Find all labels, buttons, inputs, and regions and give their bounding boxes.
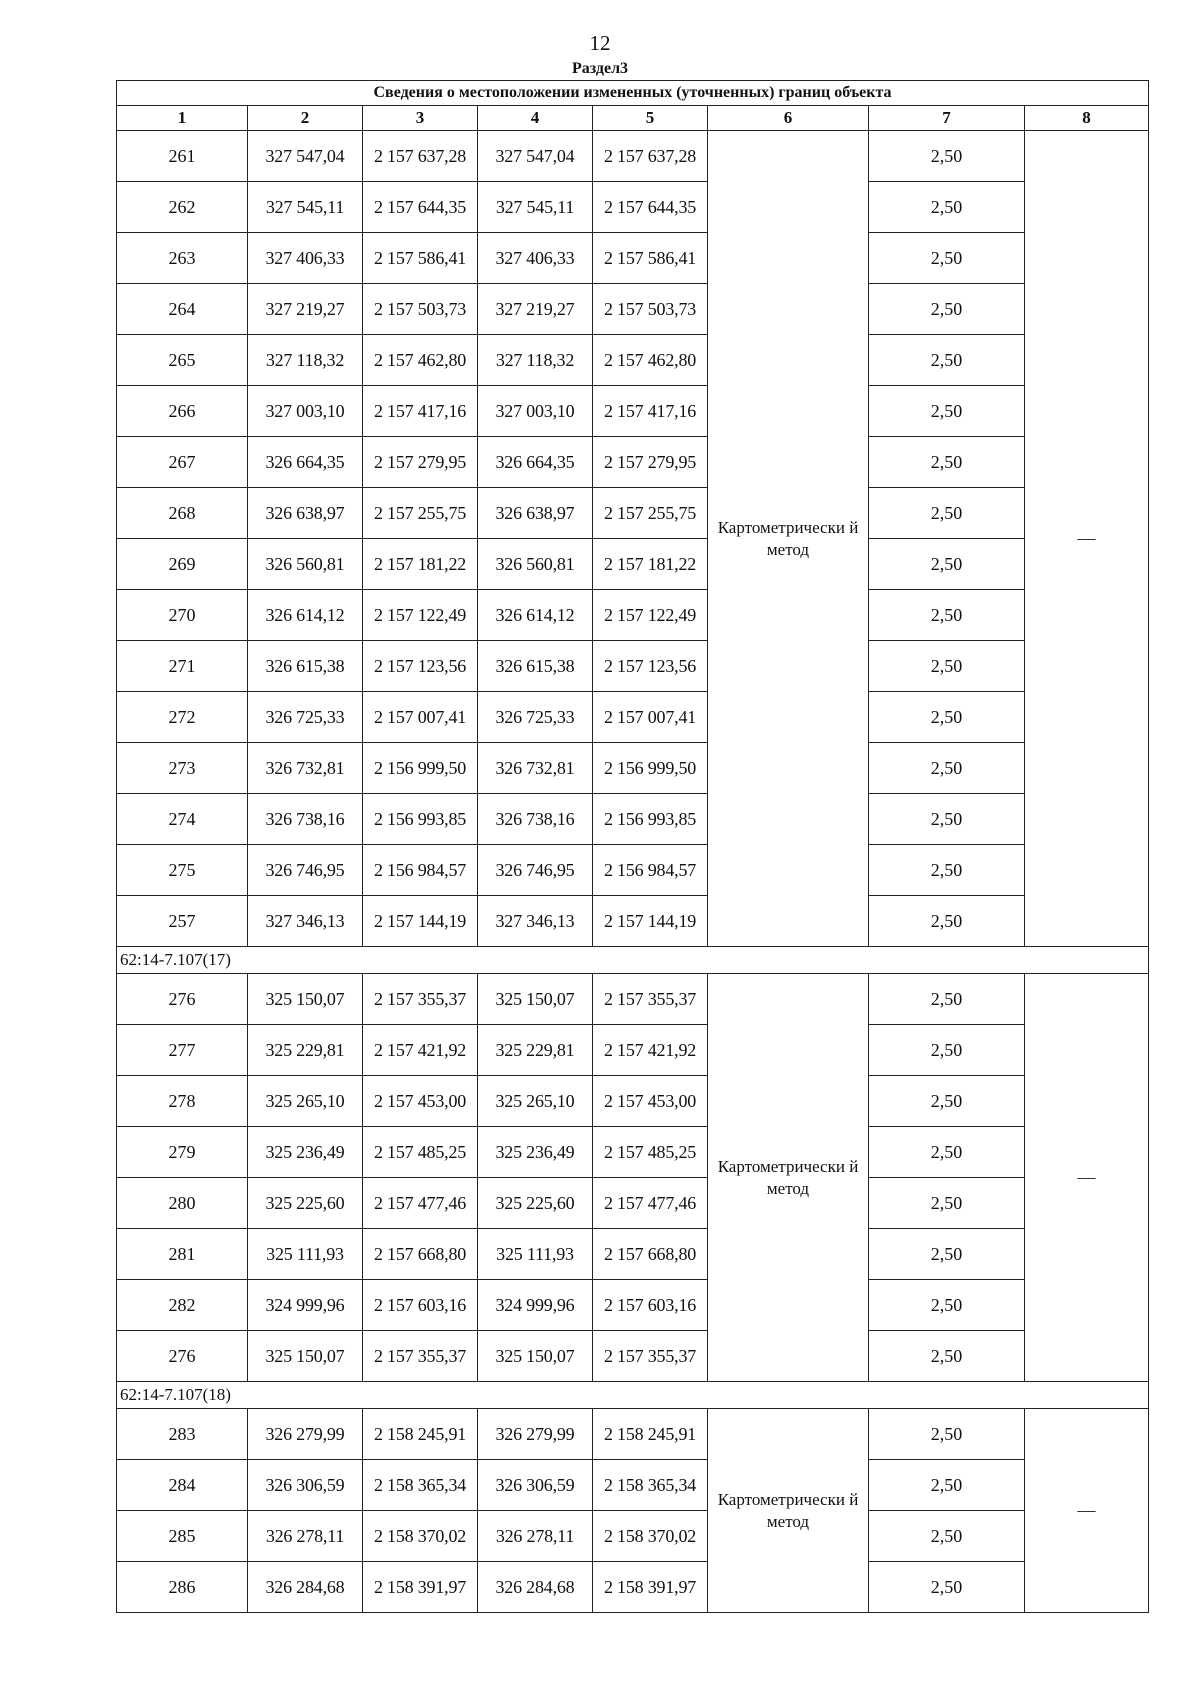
y-coordinate-cell: 2 157 279,95 [363,437,478,488]
group-label: 62:14-7.107(17) [117,947,1149,974]
point-number-cell: 272 [117,692,248,743]
table-row [117,974,1149,1025]
table-row [117,437,1149,488]
accuracy-cell: 2,50 [869,1562,1025,1613]
y-coordinate-cell: 2 157 144,19 [593,896,708,947]
y-coordinate-cell: 2 158 245,91 [363,1409,478,1460]
accuracy-cell: 2,50 [869,335,1025,386]
x-coordinate-cell: 325 111,93 [248,1229,363,1280]
accuracy-cell: 2,50 [869,233,1025,284]
table-row [117,539,1149,590]
point-number-cell: 278 [117,1076,248,1127]
x-coordinate-cell: 326 279,99 [248,1409,363,1460]
x-coordinate-cell: 326 306,59 [248,1460,363,1511]
y-coordinate-cell: 2 157 355,37 [593,974,708,1025]
x-coordinate-cell: 326 664,35 [248,437,363,488]
point-number-cell: 282 [117,1280,248,1331]
x-coordinate-cell: 325 236,49 [248,1127,363,1178]
group-label-row [117,1382,1149,1409]
x-coordinate-cell: 325 229,81 [248,1025,363,1076]
table-row [117,284,1149,335]
method-cell: Картометрически й метод [708,1409,869,1613]
point-number-cell: 271 [117,641,248,692]
column-header: 3 [363,106,478,131]
accuracy-cell: 2,50 [869,590,1025,641]
point-number-cell: 267 [117,437,248,488]
y-coordinate-cell: 2 157 503,73 [593,284,708,335]
accuracy-cell: 2,50 [869,641,1025,692]
x-coordinate-cell: 327 118,32 [248,335,363,386]
x-coordinate-cell: 327 406,33 [478,233,593,284]
y-coordinate-cell: 2 156 999,50 [363,743,478,794]
table-row [117,1127,1149,1178]
x-coordinate-cell: 326 560,81 [248,539,363,590]
x-coordinate-cell: 326 284,68 [478,1562,593,1613]
x-coordinate-cell: 326 284,68 [248,1562,363,1613]
accuracy-cell: 2,50 [869,1280,1025,1331]
point-number-cell: 269 [117,539,248,590]
y-coordinate-cell: 2 157 417,16 [363,386,478,437]
method-cell: Картометрически й метод [708,131,869,947]
x-coordinate-cell: 325 111,93 [478,1229,593,1280]
accuracy-cell: 2,50 [869,284,1025,335]
accuracy-cell: 2,50 [869,1331,1025,1382]
x-coordinate-cell: 326 746,95 [248,845,363,896]
point-number-cell: 285 [117,1511,248,1562]
y-coordinate-cell: 2 157 279,95 [593,437,708,488]
y-coordinate-cell: 2 157 255,75 [593,488,708,539]
point-number-cell: 262 [117,182,248,233]
y-coordinate-cell: 2 157 453,00 [593,1076,708,1127]
x-coordinate-cell: 325 236,49 [478,1127,593,1178]
y-coordinate-cell: 2 157 477,46 [593,1178,708,1229]
accuracy-cell: 2,50 [869,131,1025,182]
accuracy-cell: 2,50 [869,794,1025,845]
x-coordinate-cell: 326 746,95 [478,845,593,896]
x-coordinate-cell: 326 278,11 [478,1511,593,1562]
accuracy-cell: 2,50 [869,539,1025,590]
x-coordinate-cell: 326 560,81 [478,539,593,590]
x-coordinate-cell: 326 738,16 [478,794,593,845]
x-coordinate-cell: 325 150,07 [478,1331,593,1382]
x-coordinate-cell: 326 306,59 [478,1460,593,1511]
y-coordinate-cell: 2 157 355,37 [593,1331,708,1382]
y-coordinate-cell: 2 157 355,37 [363,974,478,1025]
y-coordinate-cell: 2 158 245,91 [593,1409,708,1460]
y-coordinate-cell: 2 156 999,50 [593,743,708,794]
accuracy-cell: 2,50 [869,1178,1025,1229]
x-coordinate-cell: 325 150,07 [248,1331,363,1382]
y-coordinate-cell: 2 157 122,49 [363,590,478,641]
x-coordinate-cell: 326 638,97 [248,488,363,539]
table-row [117,743,1149,794]
y-coordinate-cell: 2 157 421,92 [593,1025,708,1076]
accuracy-cell: 2,50 [869,1511,1025,1562]
table-row [117,488,1149,539]
x-coordinate-cell: 327 003,10 [248,386,363,437]
y-coordinate-cell: 2 158 370,02 [593,1511,708,1562]
table-row [117,1025,1149,1076]
accuracy-cell: 2,50 [869,845,1025,896]
accuracy-cell: 2,50 [869,1127,1025,1178]
y-coordinate-cell: 2 157 668,80 [363,1229,478,1280]
accuracy-cell: 2,50 [869,488,1025,539]
x-coordinate-cell: 327 003,10 [478,386,593,437]
x-coordinate-cell: 324 999,96 [248,1280,363,1331]
y-coordinate-cell: 2 157 603,16 [593,1280,708,1331]
point-number-cell: 281 [117,1229,248,1280]
point-number-cell: 275 [117,845,248,896]
page-number: 12 [589,31,611,55]
table-row [117,896,1149,947]
y-coordinate-cell: 2 157 644,35 [593,182,708,233]
x-coordinate-cell: 326 615,38 [248,641,363,692]
x-coordinate-cell: 327 547,04 [478,131,593,182]
table-row [117,1511,1149,1562]
x-coordinate-cell: 325 225,60 [478,1178,593,1229]
column-header: 6 [708,106,869,131]
point-number-cell: 270 [117,590,248,641]
group-label-row [117,947,1149,974]
y-coordinate-cell: 2 157 462,80 [593,335,708,386]
y-coordinate-cell: 2 156 984,57 [593,845,708,896]
x-coordinate-cell: 326 725,33 [248,692,363,743]
table-row [117,182,1149,233]
x-coordinate-cell: 327 219,27 [478,284,593,335]
y-coordinate-cell: 2 157 181,22 [593,539,708,590]
column-header: 7 [869,106,1025,131]
note-cell: — [1025,131,1149,947]
accuracy-cell: 2,50 [869,1229,1025,1280]
y-coordinate-cell: 2 157 637,28 [593,131,708,182]
x-coordinate-cell: 327 406,33 [248,233,363,284]
point-number-cell: 261 [117,131,248,182]
point-number-cell: 280 [117,1178,248,1229]
point-number-cell: 274 [117,794,248,845]
y-coordinate-cell: 2 157 255,75 [363,488,478,539]
table-row [117,1331,1149,1382]
y-coordinate-cell: 2 157 421,92 [363,1025,478,1076]
table-body [117,81,1149,1613]
table-caption: Сведения о местоположении измененных (уточненных) границ объекта [117,81,1149,106]
accuracy-cell: 2,50 [869,974,1025,1025]
column-header: 4 [478,106,593,131]
table-row [117,233,1149,284]
y-coordinate-cell: 2 157 485,25 [363,1127,478,1178]
table-row [117,386,1149,437]
y-coordinate-cell: 2 157 123,56 [363,641,478,692]
point-number-cell: 283 [117,1409,248,1460]
table-caption-row [117,81,1149,106]
accuracy-cell: 2,50 [869,1460,1025,1511]
x-coordinate-cell: 327 219,27 [248,284,363,335]
table-row [117,1562,1149,1613]
y-coordinate-cell: 2 158 365,34 [363,1460,478,1511]
x-coordinate-cell: 326 278,11 [248,1511,363,1562]
point-number-cell: 284 [117,1460,248,1511]
accuracy-cell: 2,50 [869,437,1025,488]
coordinates-table [116,80,1149,1613]
accuracy-cell: 2,50 [869,1076,1025,1127]
point-number-cell: 276 [117,1331,248,1382]
y-coordinate-cell: 2 157 123,56 [593,641,708,692]
x-coordinate-cell: 326 614,12 [248,590,363,641]
x-coordinate-cell: 327 118,32 [478,335,593,386]
x-coordinate-cell: 326 664,35 [478,437,593,488]
x-coordinate-cell: 326 725,33 [478,692,593,743]
table-row [117,794,1149,845]
x-coordinate-cell: 327 346,13 [478,896,593,947]
y-coordinate-cell: 2 157 603,16 [363,1280,478,1331]
x-coordinate-cell: 326 279,99 [478,1409,593,1460]
y-coordinate-cell: 2 157 637,28 [363,131,478,182]
y-coordinate-cell: 2 157 007,41 [593,692,708,743]
point-number-cell: 265 [117,335,248,386]
table-row [117,1178,1149,1229]
x-coordinate-cell: 327 545,11 [478,182,593,233]
y-coordinate-cell: 2 157 181,22 [363,539,478,590]
table-row [117,845,1149,896]
point-number-cell: 257 [117,896,248,947]
table-row [117,692,1149,743]
y-coordinate-cell: 2 156 993,85 [593,794,708,845]
x-coordinate-cell: 326 732,81 [248,743,363,794]
group-label: 62:14-7.107(18) [117,1382,1149,1409]
x-coordinate-cell: 326 732,81 [478,743,593,794]
y-coordinate-cell: 2 157 485,25 [593,1127,708,1178]
x-coordinate-cell: 324 999,96 [478,1280,593,1331]
accuracy-cell: 2,50 [869,896,1025,947]
y-coordinate-cell: 2 157 503,73 [363,284,478,335]
y-coordinate-cell: 2 158 370,02 [363,1511,478,1562]
table-row [117,590,1149,641]
y-coordinate-cell: 2 157 355,37 [363,1331,478,1382]
point-number-cell: 286 [117,1562,248,1613]
point-number-cell: 279 [117,1127,248,1178]
x-coordinate-cell: 327 346,13 [248,896,363,947]
x-coordinate-cell: 325 229,81 [478,1025,593,1076]
table-row [117,1076,1149,1127]
point-number-cell: 268 [117,488,248,539]
x-coordinate-cell: 325 150,07 [478,974,593,1025]
y-coordinate-cell: 2 158 391,97 [593,1562,708,1613]
section-title: Раздел3 [571,60,629,77]
y-coordinate-cell: 2 156 984,57 [363,845,478,896]
y-coordinate-cell: 2 156 993,85 [363,794,478,845]
x-coordinate-cell: 325 265,10 [478,1076,593,1127]
column-header: 5 [593,106,708,131]
x-coordinate-cell: 325 265,10 [248,1076,363,1127]
x-coordinate-cell: 326 738,16 [248,794,363,845]
note-cell: — [1025,1409,1149,1613]
x-coordinate-cell: 325 225,60 [248,1178,363,1229]
point-number-cell: 266 [117,386,248,437]
accuracy-cell: 2,50 [869,386,1025,437]
accuracy-cell: 2,50 [869,1409,1025,1460]
x-coordinate-cell: 326 614,12 [478,590,593,641]
accuracy-cell: 2,50 [869,692,1025,743]
y-coordinate-cell: 2 158 391,97 [363,1562,478,1613]
x-coordinate-cell: 327 547,04 [248,131,363,182]
y-coordinate-cell: 2 157 668,80 [593,1229,708,1280]
table-row [117,641,1149,692]
y-coordinate-cell: 2 158 365,34 [593,1460,708,1511]
table-row [117,1460,1149,1511]
y-coordinate-cell: 2 157 007,41 [363,692,478,743]
column-header: 2 [248,106,363,131]
x-coordinate-cell: 325 150,07 [248,974,363,1025]
column-header: 8 [1025,106,1149,131]
y-coordinate-cell: 2 157 462,80 [363,335,478,386]
column-header: 1 [117,106,248,131]
table-row [117,1409,1149,1460]
column-header-row [117,106,1149,131]
table-row [117,131,1149,182]
x-coordinate-cell: 326 638,97 [478,488,593,539]
point-number-cell: 276 [117,974,248,1025]
y-coordinate-cell: 2 157 453,00 [363,1076,478,1127]
y-coordinate-cell: 2 157 144,19 [363,896,478,947]
table-row [117,335,1149,386]
point-number-cell: 263 [117,233,248,284]
x-coordinate-cell: 327 545,11 [248,182,363,233]
y-coordinate-cell: 2 157 477,46 [363,1178,478,1229]
note-cell: — [1025,974,1149,1382]
accuracy-cell: 2,50 [869,182,1025,233]
table-row [117,1229,1149,1280]
y-coordinate-cell: 2 157 586,41 [593,233,708,284]
point-number-cell: 273 [117,743,248,794]
y-coordinate-cell: 2 157 122,49 [593,590,708,641]
y-coordinate-cell: 2 157 417,16 [593,386,708,437]
table-row [117,1280,1149,1331]
point-number-cell: 264 [117,284,248,335]
y-coordinate-cell: 2 157 586,41 [363,233,478,284]
accuracy-cell: 2,50 [869,743,1025,794]
point-number-cell: 277 [117,1025,248,1076]
method-cell: Картометрически й метод [708,974,869,1382]
y-coordinate-cell: 2 157 644,35 [363,182,478,233]
accuracy-cell: 2,50 [869,1025,1025,1076]
x-coordinate-cell: 326 615,38 [478,641,593,692]
